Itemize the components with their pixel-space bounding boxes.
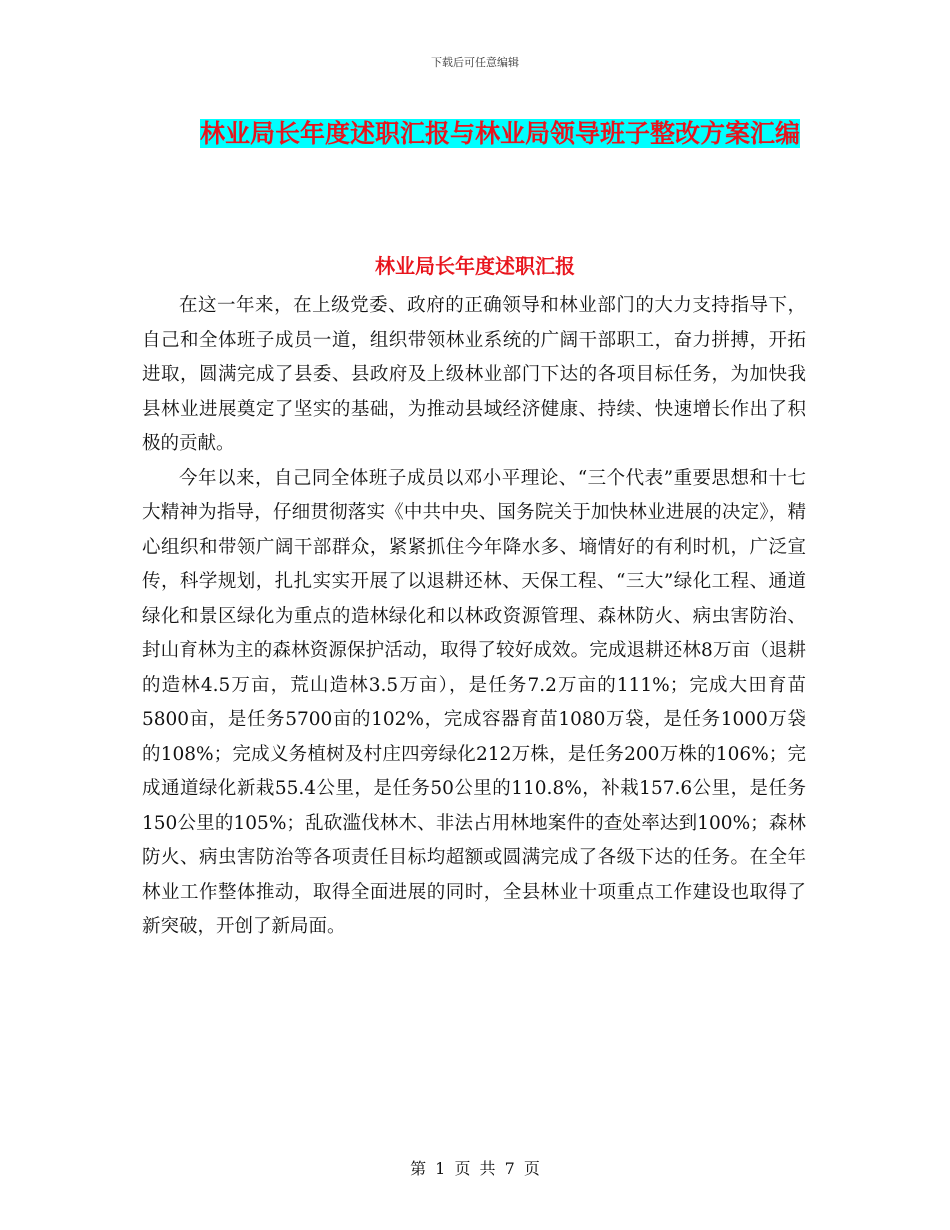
header-note: 下载后可任意编辑	[431, 56, 519, 69]
document-body	[142, 289, 806, 945]
paragraph-2: 今年以来，自己同全体班子成员以邓小平理论、“三个代表”重要思想和十七大精神为指导，仔细贯彻落实《中共中央、国务院关于加快林业进展的决定》，精心组织和带领广阔干部群众，紧紧抓住今年降水多、墒情好的有利时机，广泛宣传，科学规划，扎扎实实开展了以退耕还林、天保工程、“三大”绿化工程、通道绿化和景区绿化为重点的造林绿化和以林政资源管理、森林防火、病虫害防治、封山育林为主的森林资源保护活动，取得了较好成效。完成退耕还林8万亩（退耕的造林4.5万亩，荒山造林3.5万亩），是任务7.2万亩的111%；完成大田育苗5800亩，是任务5700亩的102%，完成容器育苗1080万袋，是任务1000万袋的108%；完成义务植树及村庄四旁绿化212万株，是任务200万株的106%；完成通道绿化新栽55.4公里，是任务50公里的110.8%，补栽157.6公里，是任务150公里的105%；乱砍滥伐林木、非法占用林地案件的查处率达到100%；森林防火、病虫害防治等各项责任目标均超额或圆满完成了各级下达的任务。在全年林业工作整体推动，取得全面进展的同时，全县林业十项重点工作建设也取得了新突破，开创了新局面。	[142, 467, 806, 937]
paragraph-1: 在这一年来，在上级党委、政府的正确领导和林业部门的大力支持指导下，自己和全体班子成员一道，组织带领林业系统的广阔干部职工，奋力拼搏，开拓进取，圆满完成了县委、县政府及上级林业部门下达的各项目标任务，为加快我县林业进展奠定了坚实的基础，为推动县域经济健康、持续、快速增长作出了积极的贡献。	[142, 295, 806, 454]
page-number: 第 1 页 共 7 页	[410, 1159, 540, 1178]
document-title-text: 林业局长年度述职汇报与林业局领导班子整改方案汇编	[199, 119, 800, 148]
section-title: 林业局长年度述职汇报	[375, 254, 575, 278]
document-title	[190, 112, 810, 156]
